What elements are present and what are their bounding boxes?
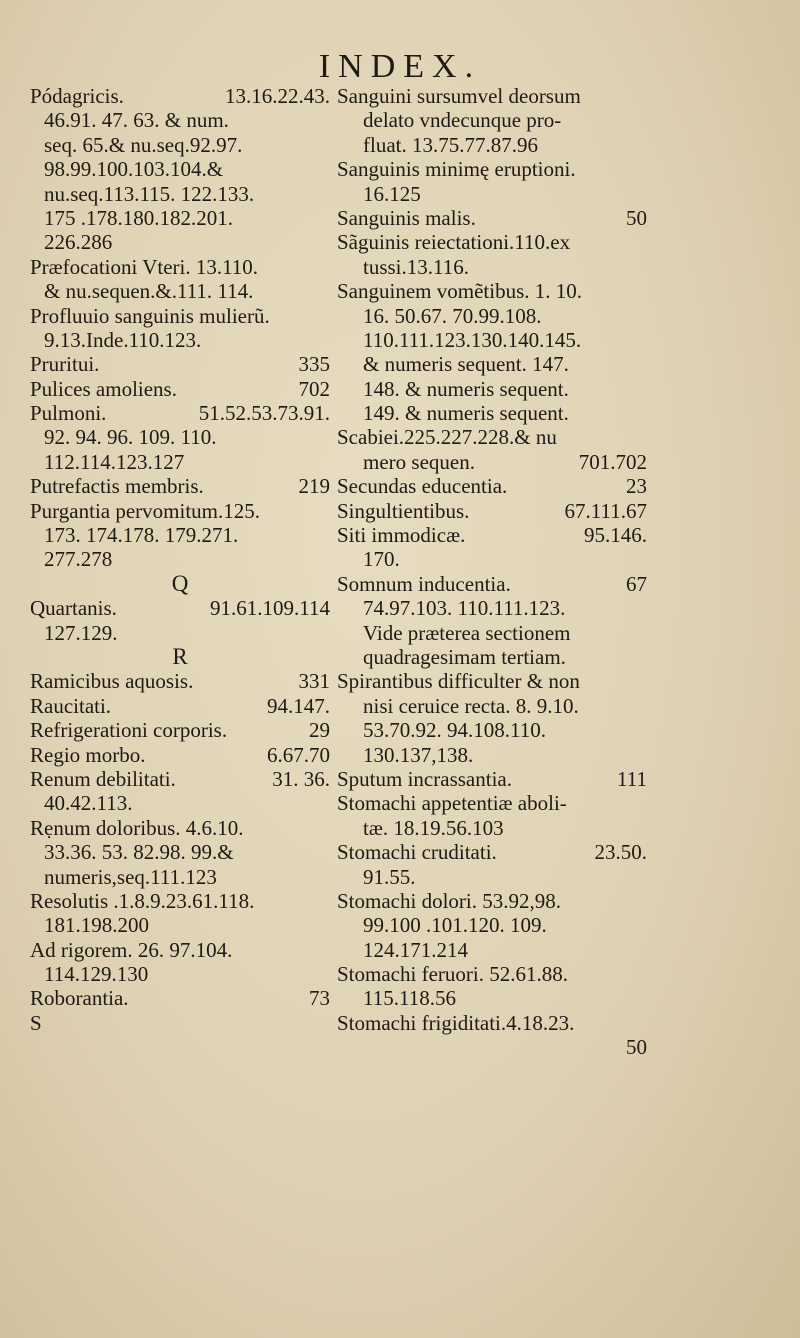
index-line	[337, 766, 647, 791]
index-entry-text: Profluuio sanguinis mulierũ.	[30, 303, 270, 328]
index-line	[337, 621, 637, 645]
index-line	[337, 84, 637, 108]
index-entry-text: Putrefactis membris.	[30, 474, 204, 499]
index-entry-text: 110.111.123.130.140.145.	[363, 327, 582, 352]
index-line	[337, 645, 637, 669]
index-entry-text: Sanguinis malis.	[337, 205, 476, 230]
index-line	[30, 230, 330, 254]
index-entry-text: 226.286	[44, 230, 113, 255]
index-line	[337, 743, 637, 767]
index-entry-text: tæ. 18.19.56.103	[363, 815, 504, 840]
index-entry-text: Spirantibus difficulter & non	[337, 669, 580, 694]
index-entry-text: 91.55.	[363, 864, 416, 889]
index-line	[337, 718, 637, 742]
index-entry-text: Roborantia.	[30, 986, 129, 1011]
index-line	[337, 913, 637, 937]
index-line	[337, 133, 637, 157]
index-entry-text: numeris,seq.111.123	[44, 864, 217, 889]
index-entry-text: Raucitati.	[30, 693, 112, 718]
index-line	[30, 84, 330, 108]
index-line	[30, 108, 330, 132]
index-entry-text: Renum debilitati.	[30, 766, 176, 791]
index-line	[30, 596, 330, 620]
index-entry-text: Ad rigorem. 26. 97.104.	[30, 937, 233, 962]
index-line	[337, 279, 637, 303]
index-entry-text: quadragesimam tertiam.	[363, 644, 566, 669]
index-line	[337, 1011, 637, 1035]
index-line	[30, 1011, 330, 1035]
index-line	[30, 840, 330, 864]
index-line	[337, 938, 637, 962]
index-line	[30, 816, 330, 840]
index-entry-text: tussi.13.116.	[363, 254, 469, 279]
index-line	[337, 962, 637, 986]
index-page-numbers: 702	[298, 376, 330, 401]
index-line	[30, 499, 330, 523]
index-page-numbers: 50	[626, 1035, 647, 1060]
index-page-numbers: 23	[626, 474, 647, 499]
index-line	[337, 498, 647, 523]
section-letter	[30, 645, 330, 669]
index-entry-text: Rẹnum doloribus. 4.6.10.	[30, 815, 244, 840]
index-line	[30, 450, 330, 474]
index-entry-text: Siti immodicæ.	[337, 523, 466, 548]
index-page-numbers: 91.61.109.114	[210, 596, 330, 621]
index-entry-text: 53.70.92. 94.108.110.	[363, 718, 546, 743]
index-entry-text: 16.125	[363, 181, 421, 206]
index-entry-text: S	[30, 1010, 42, 1035]
index-line	[337, 694, 637, 718]
index-page-numbers: 31. 36.	[272, 766, 330, 791]
index-line	[30, 743, 330, 767]
index-entry-text: Sanguini sursumvel deorsum	[337, 84, 581, 108]
index-entry-text: seq. 65.& nu.seq.92.97.	[44, 132, 243, 157]
index-entry-text: Stomachi cruditati.	[337, 840, 497, 865]
index-entry-text: Resolutis .1.8.9.23.61.118.	[30, 888, 255, 913]
index-page-numbers: 13.16.22.43.	[225, 84, 330, 108]
index-entry-text: 46.91. 47. 63. & num.	[44, 108, 229, 133]
index-entry-text: 170.	[363, 547, 400, 572]
index-line	[30, 938, 330, 962]
index-page-numbers: 67.111.67	[564, 498, 647, 523]
index-entry-text: Pulices amoliens.	[30, 376, 177, 401]
index-line	[337, 523, 647, 548]
index-line	[337, 182, 637, 206]
index-line	[30, 425, 330, 449]
index-entry-text: Regio morbo.	[30, 742, 146, 767]
index-line	[30, 304, 330, 328]
index-line	[337, 255, 637, 279]
index-page-numbers: 50	[626, 205, 647, 230]
index-page-numbers: 701.702	[578, 449, 647, 474]
index-page-numbers: 23.50.	[594, 840, 647, 865]
index-line	[30, 865, 330, 889]
index-page-numbers: 6.67.70	[267, 742, 330, 767]
index-line	[30, 352, 330, 376]
section-letter	[30, 572, 330, 596]
index-line	[30, 547, 330, 571]
index-entry-text: Refrigerationi corporis.	[30, 718, 228, 743]
index-entry-text: Vide præterea sectionem	[363, 620, 571, 645]
index-line	[337, 377, 637, 401]
index-line	[337, 816, 637, 840]
index-line	[30, 718, 330, 742]
index-line	[337, 304, 637, 328]
index-entry-text: nu.seq.113.115. 122.133.	[44, 181, 255, 206]
index-line	[30, 328, 330, 352]
index-entry-text: 33.36. 53. 82.98. 99.&	[44, 840, 234, 865]
index-entry-text: 130.137,138.	[363, 742, 474, 767]
index-line	[30, 962, 330, 986]
index-entry-text: & numeris sequent. 147.	[363, 352, 569, 377]
index-entry-text: Sanguinem vomẽtibus. 1. 10.	[337, 279, 582, 304]
index-entry-text: 9.13.Inde.110.123.	[44, 327, 202, 352]
index-line	[30, 669, 330, 693]
index-entry-text: 277.278	[44, 547, 113, 572]
index-line	[337, 596, 637, 620]
index-page-numbers: 111	[617, 766, 647, 791]
index-entry-text: R	[172, 643, 188, 669]
index-entry-text: 124.171.214	[363, 937, 468, 962]
index-line	[30, 401, 330, 425]
index-line	[337, 108, 637, 132]
index-header: INDEX.	[318, 48, 482, 85]
index-line	[337, 157, 637, 181]
left-index-column	[30, 84, 330, 1035]
index-line	[337, 889, 637, 913]
index-line	[337, 425, 637, 449]
index-page-numbers: 67	[626, 571, 647, 596]
index-line	[337, 449, 647, 474]
index-entry-text: & nu.sequen.&.111. 114.	[44, 279, 254, 304]
index-entry-text: Quartanis.	[30, 596, 117, 621]
index-entry-text: Stomachi frigiditati.4.18.23.	[337, 1010, 575, 1035]
index-line	[337, 1035, 647, 1060]
index-line	[337, 791, 637, 815]
index-page-numbers: 331	[298, 669, 330, 694]
index-line	[30, 377, 330, 401]
index-line	[337, 547, 637, 571]
index-entry-text: Purgantia pervomitum.125.	[30, 498, 261, 523]
index-entry-text: Pódagricis.	[30, 84, 124, 108]
index-entry-text: 173. 174.178. 179.271.	[44, 523, 239, 548]
index-entry-text: 40.42.113.	[44, 791, 133, 816]
index-entry-text: Secundas educentia.	[337, 474, 508, 499]
index-line	[337, 328, 637, 352]
index-line	[30, 621, 330, 645]
index-entry-text: 74.97.103. 110.111.123.	[363, 596, 566, 621]
index-line	[337, 669, 637, 693]
index-line	[337, 230, 637, 254]
index-line	[30, 474, 330, 498]
index-page-numbers: 29	[309, 718, 330, 743]
index-line	[337, 865, 637, 889]
index-line	[30, 279, 330, 303]
index-entry-text: 149. & numeris sequent.	[363, 401, 569, 426]
index-entry-text: nisi ceruice recta. 8. 9.10.	[363, 693, 579, 718]
index-entry-text: delato vndecunque pro-	[363, 108, 562, 133]
index-line	[337, 840, 647, 865]
right-index-column	[337, 84, 647, 1060]
index-entry-text: 114.129.130	[44, 962, 149, 987]
index-entry-text: Sãguinis reiectationi.110.ex	[337, 230, 571, 255]
index-line	[30, 157, 330, 181]
index-entry-text: 115.118.56	[363, 986, 456, 1011]
index-entry-text: fluat. 13.75.77.87.96	[363, 132, 538, 157]
index-line	[30, 913, 330, 937]
index-line	[337, 352, 637, 376]
index-page-numbers: 51.52.53.73.91.	[198, 401, 330, 426]
index-entry-text: 148. & numeris sequent.	[363, 376, 569, 401]
index-line	[30, 986, 330, 1010]
index-entry-text: Præfocationi Vteri. 13.110.	[30, 254, 259, 279]
index-page-numbers: 335	[298, 352, 330, 377]
index-line	[30, 694, 330, 718]
index-entry-text: 175 .178.180.182.201.	[44, 205, 233, 230]
index-entry-text: 92. 94. 96. 109. 110.	[44, 425, 217, 450]
index-entry-text: Sputum incrassantia.	[337, 766, 512, 791]
index-entry-text: Somnum inducentia.	[337, 571, 511, 596]
index-entry-text: Pruritui.	[30, 352, 100, 377]
index-entry-text: Stomachi appetentiæ aboli-	[337, 791, 567, 816]
index-line	[30, 206, 330, 230]
index-line	[337, 401, 637, 425]
index-entry-text: Stomachi dolori. 53.92,98.	[337, 888, 561, 913]
index-entry-text: 16. 50.67. 70.99.108.	[363, 303, 542, 328]
index-entry-text: Stomachi feruori. 52.61.88.	[337, 962, 568, 987]
index-entry-text: 181.198.200	[44, 913, 149, 938]
index-entry-text: Singultientibus.	[337, 498, 470, 523]
index-entry-text: Scabiei.225.227.228.& nu	[337, 425, 557, 450]
index-line	[337, 474, 647, 499]
index-line	[337, 205, 647, 230]
index-page-numbers: 94.147.	[267, 693, 330, 718]
index-entry-text: Sanguinis minimę eruptioni.	[337, 157, 576, 182]
index-entry-text: mero sequen.	[363, 449, 475, 474]
index-entry-text: 99.100 .101.120. 109.	[363, 913, 547, 938]
index-line	[30, 133, 330, 157]
index-entry-text: 112.114.123.127	[44, 449, 185, 474]
index-line	[337, 571, 647, 596]
index-entry-text: Pulmoni.	[30, 401, 107, 426]
index-line	[30, 767, 330, 791]
index-page-numbers: 73	[309, 986, 330, 1011]
index-line	[30, 523, 330, 547]
index-line	[337, 986, 637, 1010]
index-entry-text: 127.129.	[44, 620, 118, 645]
index-entry-text: 98.99.100.103.104.&	[44, 157, 224, 182]
index-line	[30, 182, 330, 206]
index-line	[30, 889, 330, 913]
index-page-numbers: 95.146.	[584, 523, 647, 548]
index-line	[30, 791, 330, 815]
index-page-numbers: 219	[298, 474, 330, 499]
index-line	[30, 255, 330, 279]
index-entry-text: Q	[171, 570, 189, 596]
index-entry-text: Ramicibus aquosis.	[30, 669, 194, 694]
